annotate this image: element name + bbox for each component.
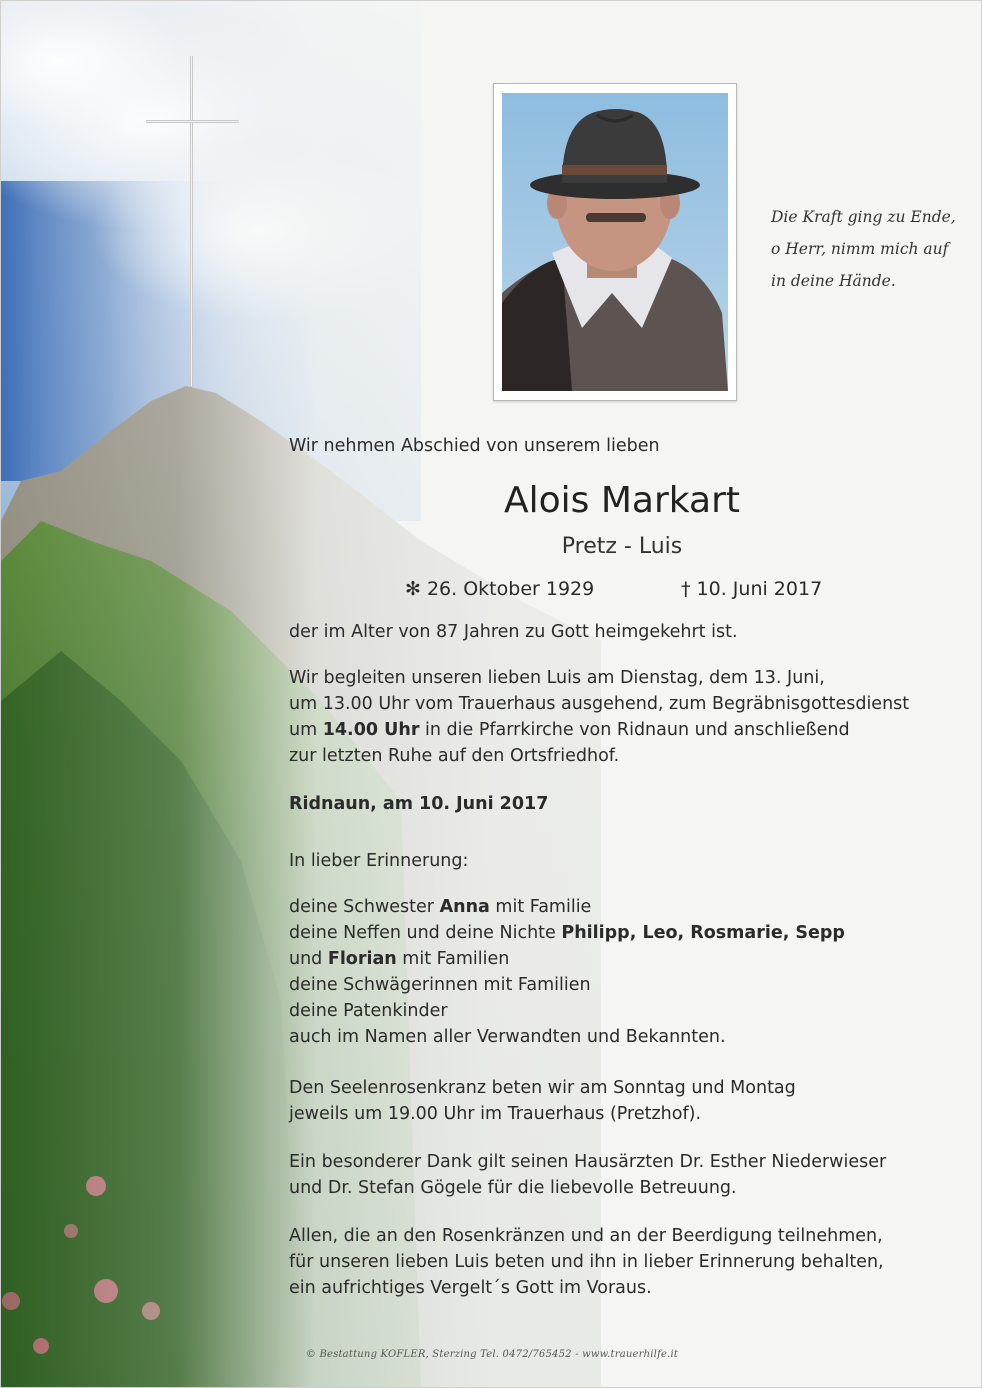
text-span: und	[289, 949, 328, 969]
text-span: in die Pfarrkirche von Ridnaun und anschließend	[419, 720, 850, 740]
quote-line: in deine Hände.	[771, 272, 896, 290]
mourner-line	[289, 920, 845, 946]
cross-icon	[1, 1, 261, 405]
text-line: Allen, die an den Rosenkränzen und an der Beerdigung teilnehmen,	[289, 1226, 883, 1246]
quote	[771, 201, 971, 297]
birth-date-value: 26. Oktober 1929	[426, 578, 595, 600]
deceased-name: Alois Markart	[504, 480, 740, 521]
text-line: Den Seelenrosenkranz beten wir am Sonntag und Montag	[289, 1078, 796, 1098]
text-line: und Dr. Stefan Gögele für die liebevolle Betreuung.	[289, 1178, 737, 1198]
birth-date	[405, 575, 594, 603]
mourners-list	[289, 894, 845, 1050]
mourner-name: Philipp, Leo, Rosmarie, Sepp	[561, 923, 845, 943]
mourner-line: deine Schwägerinnen mit Familien	[289, 975, 591, 995]
place-date: Ridnaun, am 10. Juni 2017	[289, 794, 549, 814]
mourner-line	[289, 946, 845, 972]
quote-line: o Herr, nimm mich auf	[771, 240, 949, 258]
mourner-line	[289, 894, 845, 920]
mourner-name: Anna	[439, 897, 490, 917]
text-line	[289, 717, 909, 743]
intro-line: Wir nehmen Abschied von unserem lieben	[289, 436, 660, 456]
closing-paragraph	[289, 1223, 884, 1301]
portrait-photo-frame	[493, 83, 737, 401]
text-line: um 13.00 Uhr vom Trauerhaus ausgehend, zum Begräbnisgottesdienst	[289, 694, 910, 714]
text-line: Ein besonderer Dank gilt seinen Hausärzten Dr. Esther Niederwieser	[289, 1152, 887, 1172]
portrait-photo	[502, 93, 728, 391]
text-line: zur letzten Ruhe auf den Ortsfriedhof.	[289, 746, 620, 766]
mourner-name: Florian	[327, 949, 397, 969]
text-line: Wir begleiten unseren lieben Luis am Dienstag, dem 13. Juni,	[289, 668, 825, 688]
death-date-value: 10. Juni 2017	[696, 578, 823, 600]
text-span: mit Familien	[396, 949, 510, 969]
birth-star-icon: ✻	[405, 578, 421, 600]
rosary-paragraph	[289, 1075, 796, 1127]
memory-heading: In lieber Erinnerung:	[289, 851, 469, 871]
funeral-paragraph	[289, 665, 909, 769]
text-line: für unseren lieben Luis beten und ihn in lieber Erinnerung behalten,	[289, 1252, 884, 1272]
text-span: deine Schwester	[289, 897, 440, 917]
funeral-time: 14.00 Uhr	[322, 720, 420, 740]
text-span: um	[289, 720, 323, 740]
thanks-paragraph	[289, 1149, 886, 1201]
text-line: jeweils um 19.00 Uhr im Trauerhaus (Pretzhof).	[289, 1104, 702, 1124]
death-date	[681, 575, 822, 603]
mourner-line: auch im Namen aller Verwandten und Bekannten.	[289, 1027, 726, 1047]
nickname: Pretz - Luis	[561, 534, 683, 559]
text-span: mit Familie	[489, 897, 592, 917]
text-span: deine Neffen und deine Nichte	[289, 923, 562, 943]
quote-line: Die Kraft ging zu Ende,	[771, 208, 956, 226]
footer-credit: © Bestattung KOFLER, Sterzing Tel. 0472/765452 - www.trauerhilfe.it	[305, 1349, 679, 1360]
mourner-line: deine Patenkinder	[289, 1001, 448, 1021]
text-line: ein aufrichtiges Vergelt´s Gott im Voraus.	[289, 1278, 652, 1298]
age-line: der im Alter von 87 Jahren zu Gott heimgekehrt ist.	[289, 622, 738, 642]
death-cross-icon: †	[681, 578, 691, 600]
